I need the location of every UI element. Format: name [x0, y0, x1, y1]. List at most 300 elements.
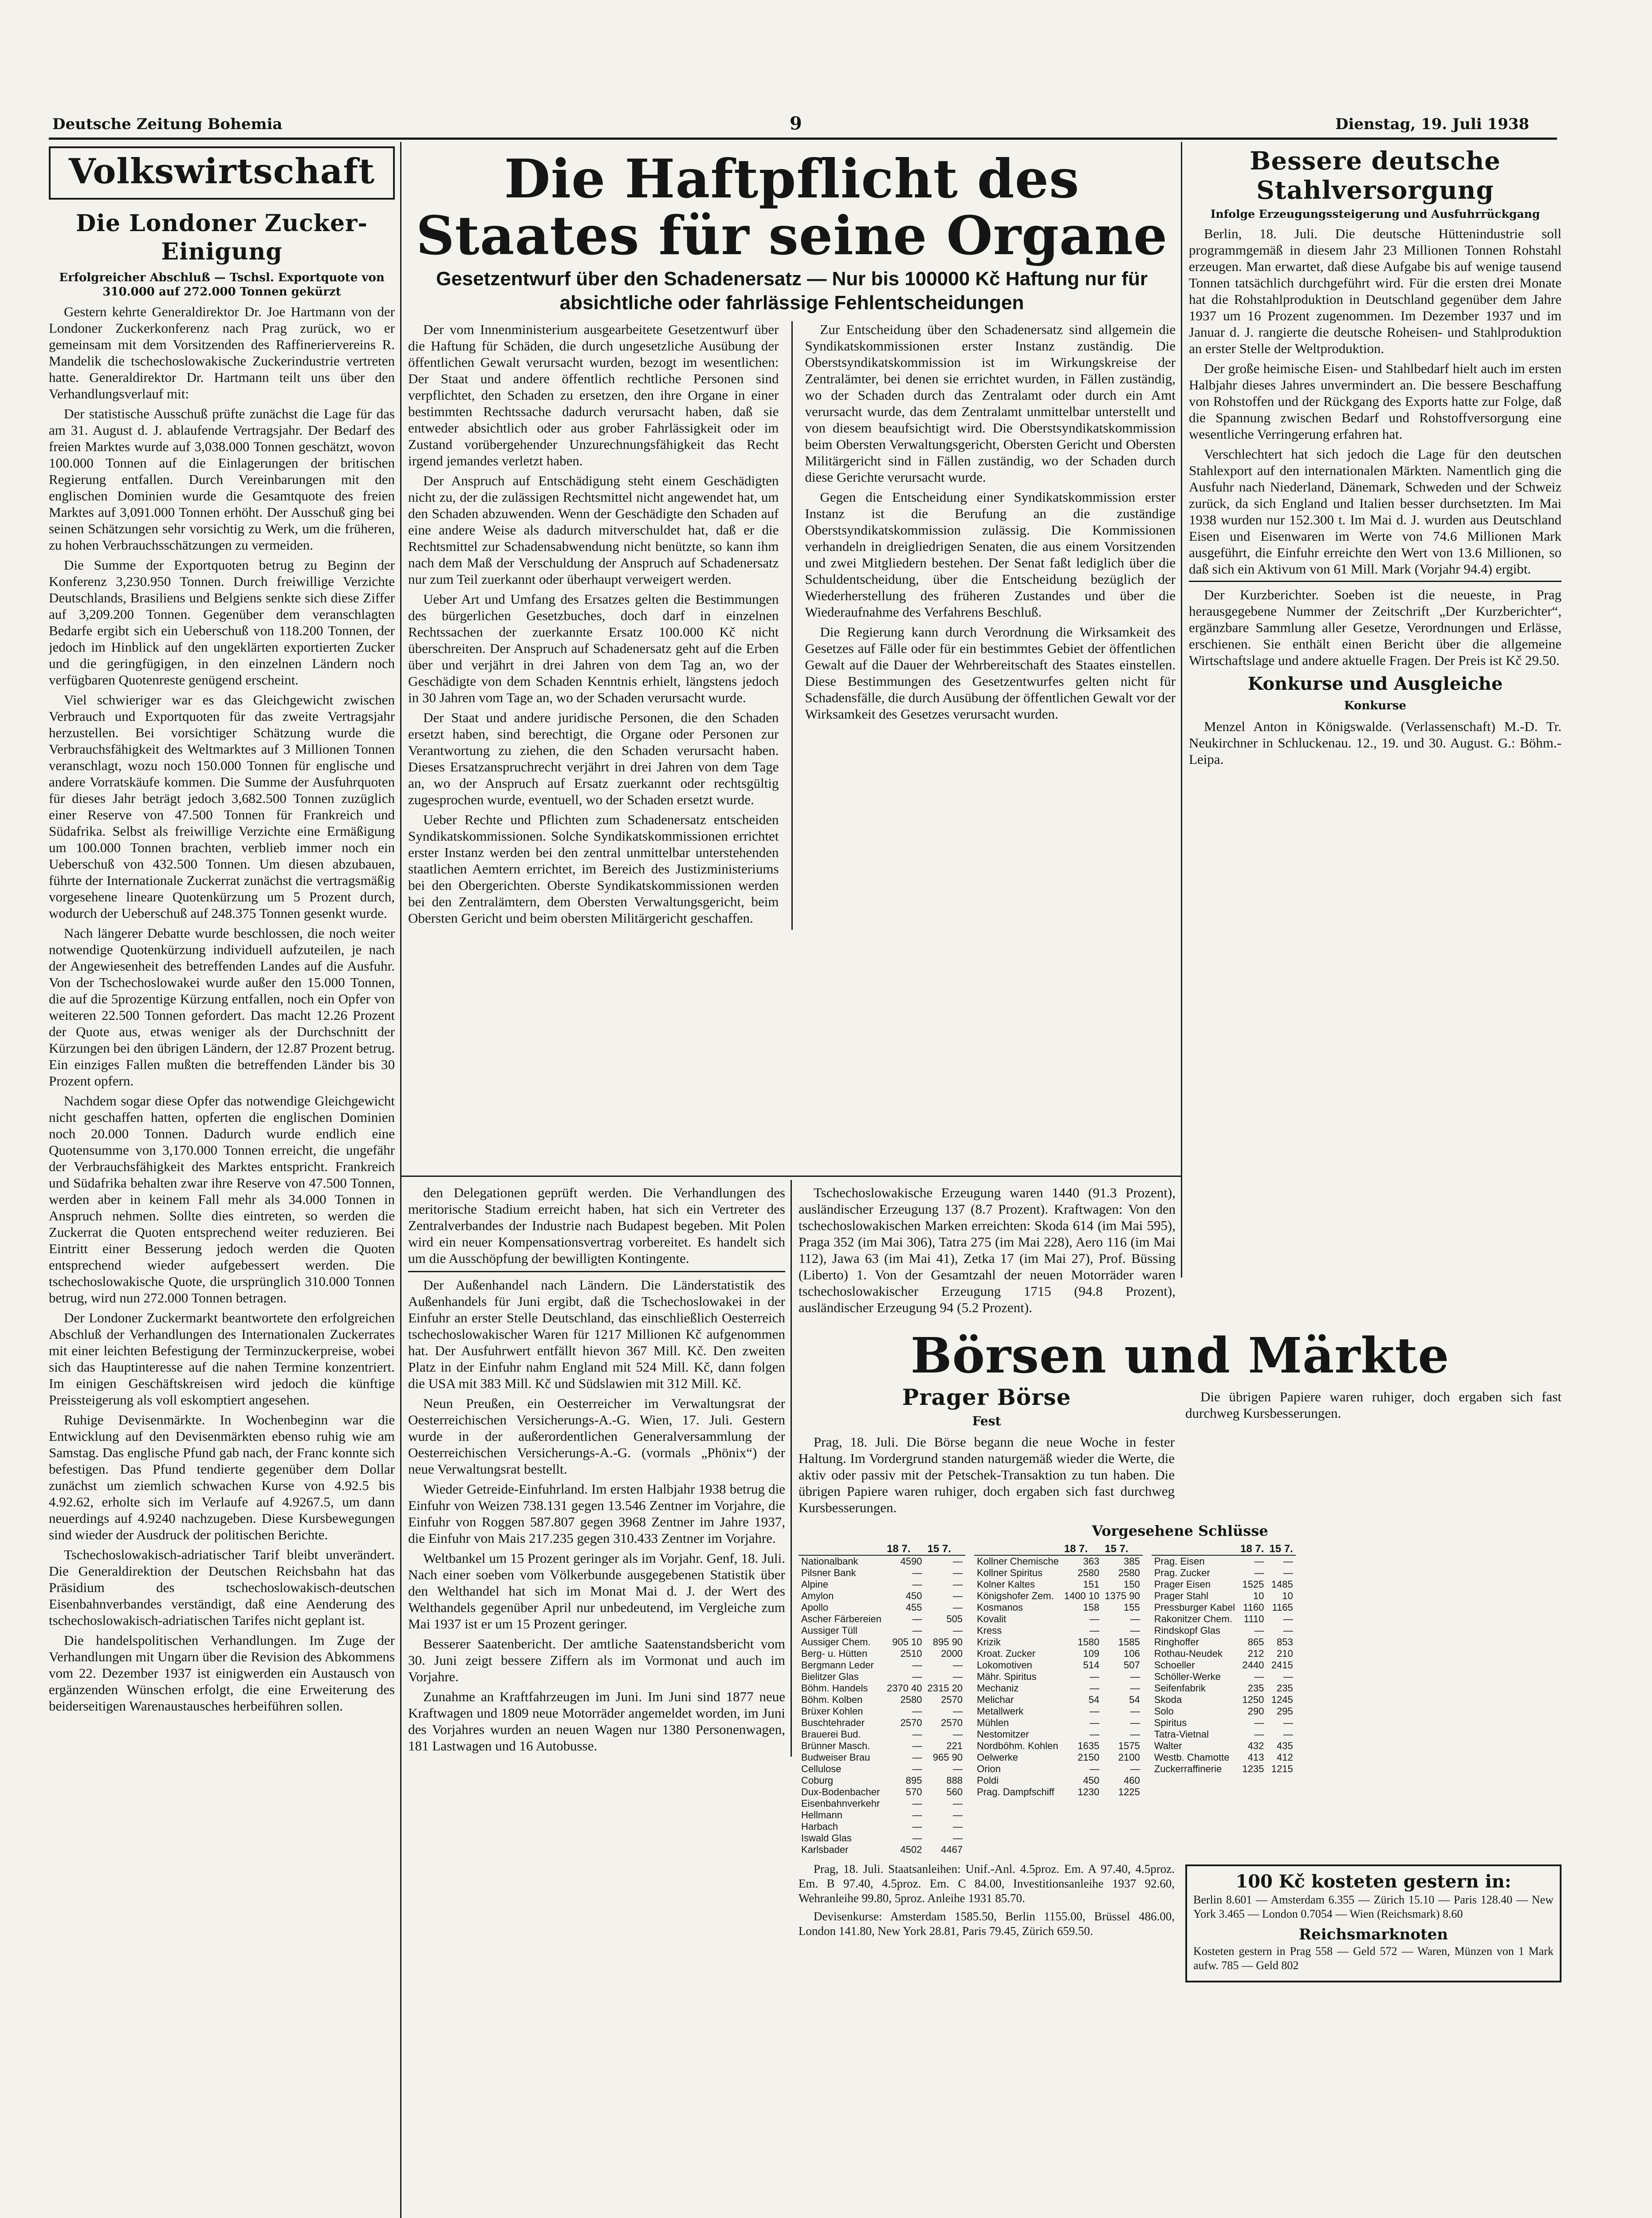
table-row — [974, 1717, 1143, 1729]
volkswirtschaft-column — [49, 146, 395, 2218]
kc-box-text: Berlin 8.601 — Amsterdam 6.355 — Zürich 15.10 — Paris 128.40 — New York 3.465 — London 0.7054 — Wien (Reichsmark) 8.60 — [1193, 1893, 1554, 1920]
table-row — [798, 1555, 965, 1567]
quote-value: — — [953, 1809, 963, 1821]
divider — [408, 1271, 785, 1272]
quote-value: — — [953, 1567, 963, 1578]
table-row — [1152, 1648, 1296, 1660]
paragraph: Nachdem sogar diese Opfer das notwendige Gleichgewicht nicht geschaffen hatten, opferten die englischen Dominien noch 20.000 Tonnen. Dadurch wurde endlich eine Quotensumme von 3,170.000 Tonnen erreicht, die ungefähr der Verbrauchsfähigkeit des Marktes entspricht. Frankreich und Südafrika behalten zwar ihre Reserve von 47.500 Tonnen, werden aber in keinem Fall mehr als 34.000 Tonnen in Anspruch nehmen. Sollte dies eintreten, so werden die Zuckerrat die Quoten entsprechend weiter reduzieren. Bei Eintritt einer Besserung jedoch werden die Quoten entsprechend wieder aufgebessert werden. Die tschechoslowakische Quote, die ursprünglich 310.000 Tonnen betrug, wird nun 272.000 Tonnen betragen. — [49, 1093, 395, 1306]
table-row — [1152, 1602, 1296, 1613]
quote-value: 4467 — [941, 1844, 963, 1855]
quote-value: — — [1090, 1706, 1100, 1717]
security-name: Poldi — [977, 1775, 999, 1786]
quote-value: 1580 — [1078, 1636, 1100, 1648]
security-name: Nationalbank — [801, 1556, 858, 1567]
konkurse-text: Menzel Anton in Königswalde. (Verlassenschaft) M.-D. Tr. Neukirchner in Schluckenau. 12., 19. und 30. August. G.: Böhm.-Leipa. — [1189, 719, 1562, 767]
security-name: Rothau-Neudek — [1154, 1648, 1223, 1659]
quote-value: — — [912, 1706, 922, 1717]
table-row — [1152, 1717, 1296, 1729]
quote-table-a: 18 7. 15 7. Nationalbank 4590 — Pilsner Bank — — Alpine — — Amylon 450 — Apollo 455 — Ascher Färbereien — 505 Aussiger Tüll — — Aussiger Chem. 905 10 895 90 Berg- u. Hütten 2510 2000 Bergmann Leder — — Bielitzer Glas — — Böhm. Handels 2370 40 2315 20 Böhm. Kolben 2580 2570 Brüxer Kohlen — — Buschtehrader 2570 2570 Brauerei Bud. — — Brünner Masch. — 221 Budweiser Brau — 965 90 Cellulose — — Coburg 895 888 Dux-Bodenbacher 570 560 Eisenbahnverkehr — — Hellmann — — Harbach — — Iswald Glas — — Karlsbader 4502 4467 — [798, 1543, 965, 1856]
quote-value: — — [1130, 1729, 1140, 1740]
quote-value: 2570 — [941, 1694, 963, 1705]
paragraph: Berlin, 18. Juli. Die deutsche Hüttenindustrie soll programmgemäß in diesem Jahr 23 Millionen Tonnen Rohstahl erzeugen. Man erwartet, daß diese Aufgabe bis auf wenige tausend Tonnen tatsächlich durchgeführt wird. Für die ersten drei Monate hat die Rohstahlproduktion in Deutschland gegenüber dem Jahre 1937 um 16 Prozent zugenommen. Im Dezember 1937 und im Januar d. J. rangierte die deutsche Roheisen- und Stahlproduktion an erster Stelle der Weltproduktion. — [1189, 226, 1562, 356]
quote-value: 210 — [1277, 1648, 1293, 1659]
security-name: Böhm. Handels — [801, 1683, 868, 1694]
security-name: Berg- u. Hütten — [801, 1648, 868, 1659]
security-name: Aussiger Chem. — [801, 1636, 871, 1648]
security-name: Solo — [1154, 1706, 1174, 1717]
article-subtitle-stahl: Infolge Erzeugungssteigerung und Ausfuhrrückgang — [1210, 208, 1540, 220]
quote-value: 10 — [1282, 1590, 1293, 1601]
security-name: Pressburger Kabel — [1154, 1602, 1235, 1613]
quote-value: 290 — [1247, 1706, 1264, 1717]
security-name: Mühlen — [977, 1717, 1009, 1728]
security-name: Kroat. Zucker — [977, 1648, 1036, 1659]
security-name: Seifenfabrik — [1154, 1683, 1206, 1694]
security-name: Pilsner Bank — [801, 1567, 856, 1578]
quote-value: — — [953, 1833, 963, 1844]
quote-value: — — [912, 1729, 922, 1740]
security-name: Lokomotiven — [977, 1660, 1032, 1671]
quote-value: 895 — [905, 1775, 922, 1786]
security-name: Schöller-Werke — [1154, 1671, 1221, 1682]
reichsmark-text: Kosteten gestern in Prag 558 — Geld 572 — Waren, Münzen von 1 Mark aufw. 785 — Geld 802 — [1193, 1945, 1554, 1972]
quote-value: 1400 10 — [1064, 1590, 1100, 1601]
quote-value: — — [1090, 1625, 1100, 1636]
table-row — [798, 1717, 965, 1729]
security-name: Skoda — [1154, 1694, 1182, 1705]
quote-value: 1635 — [1078, 1740, 1100, 1751]
lower-middle-column — [408, 1184, 785, 2218]
quote-value: 905 10 — [892, 1636, 922, 1648]
quote-value: 385 — [1124, 1556, 1140, 1567]
quote-value: 2440 — [1242, 1660, 1264, 1671]
paragraph: Ueber Rechte und Pflichten zum Schadenersatz entscheiden Syndikatskommissionen. Solche Syndikatskommissionen errichtet erster Instanz werden bei den zentral unmittelbar unterstehenden staatlichen Aemtern errichtet, im Bereich des Justizministeriums bei den Obergerichten. Oberste Syndikatskommissionen werden bei den Zentralämtern, dem Obersten Verwaltungsgericht, beim Obersten Gericht und beim obersten Militärgericht geschaffen. — [408, 812, 779, 926]
table-row — [798, 1809, 965, 1821]
quote-value: — — [953, 1706, 963, 1717]
quote-value: 450 — [1083, 1775, 1100, 1786]
table-row — [798, 1752, 965, 1763]
staatsanleihen-text: Prag, 18. Juli. Staatsanleihen: Unif.-Anl. 4.5proz. Em. A 97.40, 4.5proz. Em. B 97.40, 4.5proz. Em. C 84.00, Investitionsanleihe 1937 92.60, Wehranleihe 99.80, 5proz. Anleihe 1931 85.70. — [798, 1862, 1175, 1905]
stahl-column — [1189, 146, 1562, 1273]
market-mood: Fest — [972, 1414, 1001, 1428]
quote-tables — [798, 1543, 1562, 1856]
security-name: Bergmann Leder — [801, 1660, 874, 1671]
table-row — [798, 1694, 965, 1706]
page-number: 9 — [790, 113, 802, 134]
quote-value: — — [1130, 1683, 1140, 1694]
quote-value: 570 — [905, 1786, 922, 1797]
security-name: Nordböhm. Kohlen — [977, 1740, 1058, 1751]
table-row — [798, 1590, 965, 1602]
quote-value: — — [953, 1602, 963, 1613]
quote-value: — — [1283, 1613, 1293, 1624]
quote-value: 2000 — [941, 1648, 963, 1659]
quote-value: — — [912, 1671, 922, 1682]
konkurse-subtitle: Konkurse — [1344, 699, 1407, 712]
table-row — [1152, 1763, 1296, 1775]
paragraph: Ueber Art und Umfang des Ersatzes gelten die Bestimmungen des bürgerlichen Gesetzbuches, doch darf in einzelnen Rechtssachen der zuerkannte Ersatz 100.000 Kč nicht überschreiten. Der Anspruch auf Schadenersatz geht auf die Erben über und verjährt in drei Jahren von dem Tag an, wo der Geschädigte von dem Schaden Kenntnis erhielt, längstens jedoch in 30 Jahren vom Tage an, wo der Schaden verursacht wurde. — [408, 591, 779, 705]
section-title: Volkswirtschaft — [68, 151, 375, 192]
quote-value: 460 — [1124, 1775, 1140, 1786]
security-name: Ascher Färbereien — [801, 1613, 881, 1624]
security-name: Krizik — [977, 1636, 1001, 1648]
quote-value: — — [1130, 1613, 1140, 1624]
paragraph: Gestern kehrte Generaldirektor Dr. Joe Hartmann von der Londoner Zuckerkonferenz nach Prag zurück, wo er gemeinsam mit dem Vorsitzenden des Raffineriervereins R. Mandelik die tschechoslowakische Zuckerindustrie vertreten hatte. Generaldirektor Dr. Hartmann teilt uns über den Verhandlungsverlauf mit: — [49, 304, 395, 401]
paragraph: Wieder Getreide-Einfuhrland. Im ersten Halbjahr 1938 betrug die Einfuhr von Weizen 738.131 gegen 13.546 Zentner im Vorjahre, die Einfuhr von Roggen 587.807 gegen 3968 Zentner im Jahre 1937, die Einfuhr von Mais 217.235 gegen 310.433 Zentner im Vorjahre. — [408, 1481, 785, 1546]
quote-value: — — [1283, 1671, 1293, 1682]
article-column-divider — [791, 321, 793, 930]
quote-value: 4502 — [900, 1844, 922, 1855]
table-row — [798, 1844, 965, 1856]
security-name: Schoeller — [1154, 1660, 1195, 1671]
paragraph: Zur Entscheidung über den Schadenersatz sind allgemein die Syndikatskommissionen erster Instanz zuständig. Die Oberstsyndikatskommission ist im Wirkungskreise der Zentralämter, bei denen sie errichtet wurden, in Fällen zuständig, wo der Schaden durch das Zentralamt oder durch ein Amt verursacht wurde, das dem Zentralamt unmittelbar unterstellt und von diesem beaufsichtigt wird. Die Oberstsyndikatskommission beim Obersten Verwaltungsgericht, Obersten Gericht und Obersten Militärgericht sind in Fällen zuständig, wo der Schaden durch diese Gerichte verursacht wurde. — [805, 322, 1176, 485]
security-name: Budweiser Brau — [801, 1752, 870, 1763]
security-name: Mechaniz — [977, 1683, 1019, 1694]
quote-value: — — [1254, 1717, 1264, 1728]
security-name: Orion — [977, 1763, 1001, 1774]
table-row — [974, 1775, 1143, 1786]
boersen-bottom — [798, 1862, 1562, 1982]
paragraph: Weltbankel um 15 Prozent geringer als im Vorjahr. Genf, 18. Juli. Nach einer soeben vom Völkerbunde ausgegebenen Statistik über den Welthandel hat sich im Monat Mai d. J. der Wert des Welthandels gegenüber April nur unbedeutend, im Vergleiche zum Mai 1937 ist er um 15 Prozent geringer. — [408, 1550, 785, 1632]
quote-value: 295 — [1277, 1706, 1293, 1717]
table-row — [798, 1821, 965, 1833]
divider — [1189, 581, 1562, 582]
article-column-left — [408, 321, 779, 930]
paragraph: Viel schwieriger war es das Gleichgewicht zwischen Verbrauch und Exportquoten für das zweite Vertragsjahr herzustellen. Bei vorsichtiger Schätzung wurde die Verbrauchsfähigkeit des Weltmarktes auf 3 Millionen Tonnen veranschlagt, wozu noch 150.000 Tonnen für englische und andere Vorratskäufe kommen. Die Summe der Ausfuhrquoten für dieses Jahr beträgt jedoch 3,682.500 Tonnen zuzüglich einer Reserve von 47.500 Tonnen für Frankreich und Südafrika. Selbst als freiwillige Verzichte eine Ermäßigung um 100.000 Tonnen brachten, verblieb immer noch ein Ueberschuß von 432.500 Tonnen. Um diesen abzubauen, führte der Internationale Zuckerrat zunächst die vertragsmäßig vorgesehene lineare Quotenkürzung um 5 Prozent durch, wodurch der Ueberschuß auf 248.375 Tonnen gesenkt wurde. — [49, 692, 395, 921]
quote-value: 455 — [905, 1602, 922, 1613]
security-name: Westb. Chamotte — [1154, 1752, 1230, 1763]
security-name: Kollner Chemische — [977, 1556, 1059, 1567]
quote-table-b: 18 7. 15 7. Kollner Chemische 363 385 Kollner Spiritus 2580 2580 Kolner Kaltes 151 150 Königshofer Zem. 1400 10 1375 90 Kosmanos 158 155 Kovalit — — Kress — — Krizik 1580 1585 Kroat. Zucker 109 106 Lokomotiven 514 507 Mähr. Spiritus — — Mechaniz — — Melichar 54 54 Metallwerk — — Mühlen — — Nestomitzer — — Nordböhm. Kohlen 1635 1575 Oelwerke 2150 2100 Orion — — Poldi 450 460 Prag. Dampfschiff 1230 1225 — [974, 1543, 1143, 1798]
quote-value: 1110 — [1243, 1613, 1264, 1624]
kc-box — [1185, 1864, 1562, 1982]
quote-value: — — [953, 1590, 963, 1601]
quote-value: — — [1283, 1729, 1293, 1740]
quote-value: — — [912, 1740, 922, 1751]
paragraph: Der Staat und andere juridische Personen, die den Schaden ersetzt haben, sind berechtigt, die Organe oder Personen zur Verantwortung zu ziehen, die den Schaden verursacht haben. Dieses Ersatzanspruchrecht verjährt in drei Jahren von dem Tage an, wo der Anspruch auf Ersatz zuerkannt oder rechtsgültig zugesprochen wurde, eventuell, wo der Schaden ersetzt wurde. — [408, 710, 779, 807]
konkurse-title: Konkurse und Ausgleiche — [1247, 673, 1503, 694]
quote-value: — — [912, 1579, 922, 1590]
quote-value: — — [953, 1579, 963, 1590]
table-row — [798, 1567, 965, 1579]
paragraph: Der vom Innenministerium ausgearbeitete Gesetzentwurf über die Haftung für Schäden, die durch ungesetzliche Ausübung der öffentlichen Gewalt verursacht wurden, bezogt im wesentlichen: Der Staat und andere öffentlich rechtliche Personen sind verpflichtet, den Schaden zu ersetzen, den ihre Organe in einer bestimmten Rechtssache dadurch verursacht haben, daß sie entweder absichtlich oder aus grober Fahrlässigkeit oder im Zustand vorübergehender Unzurechnungsfähigkeit das Recht irgend jemandes verletzt haben. — [408, 322, 779, 468]
security-name: Königshofer Zem. — [977, 1590, 1054, 1601]
quote-value: 888 — [946, 1775, 963, 1786]
security-name: Aussiger Tüll — [801, 1625, 857, 1636]
quote-value: — — [1130, 1717, 1140, 1728]
quote-value: 1235 — [1242, 1763, 1264, 1774]
paragraph: Der Londoner Zuckermarkt beantwortete den erfolgreichen Abschluß der Verhandlungen des Internationalen Zuckerrates mit einer leichten Befestigung der Terminzuckerpreise, wobei sich das Hauptinteresse auf die nahen Termine konzentriert. Im einigen Geschäftskreisen wird jedoch die künftige Preissteigerung als voll eskomptiert angesehen. — [49, 1310, 395, 1408]
security-name: Ringhoffer — [1154, 1636, 1199, 1648]
table-row — [798, 1625, 965, 1636]
security-name: Brüxer Kohlen — [801, 1706, 863, 1717]
quote-value: 1160 — [1243, 1602, 1264, 1613]
security-name: Rakonitzer Chem. — [1154, 1613, 1232, 1624]
quote-value: 2510 — [900, 1648, 922, 1659]
security-name: Kollner Spiritus — [977, 1567, 1042, 1578]
table-row — [974, 1694, 1143, 1706]
quote-value: — — [953, 1729, 963, 1740]
security-name: Hellmann — [801, 1809, 842, 1821]
table-row — [974, 1752, 1143, 1763]
quote-value: — — [953, 1671, 963, 1682]
quote-value: — — [1254, 1729, 1264, 1740]
quote-value: — — [912, 1613, 922, 1624]
security-name: Coburg — [801, 1775, 834, 1786]
security-name: Eisenbahnverkehr — [801, 1798, 880, 1809]
quote-value: — — [912, 1833, 922, 1844]
security-name: Metallwerk — [977, 1706, 1024, 1717]
quote-value: 106 — [1124, 1648, 1140, 1659]
security-name: Bielitzer Glas — [801, 1671, 859, 1682]
quote-value: 895 90 — [932, 1636, 963, 1648]
quote-value: 1250 — [1242, 1694, 1264, 1705]
table-row — [1152, 1706, 1296, 1717]
paragraph: Verschlechtert hat sich jedoch die Lage für den deutschen Stahlexport auf den internationalen Märkten. Namentlich ging die Ausfuhr nach Niederland, Dänemark, Schweden und der Schweiz zurück, da sich England und Italien besser durchsetzten. Im Mai 1938 wurden nur 152.300 t. Im Mai d. J. wurden aus Deutschland Eisen und Eisenwaren im Werte von 74.6 Millionen Mark ausgeführt, die Einfuhr erreichte den Wert von 13.6 Millionen, so daß sich ein Aktivum von 61 Mill. Mark (Vorjahr 94.4) ergibt. — [1189, 446, 1562, 577]
quote-value: 2570 — [900, 1717, 922, 1728]
security-name: Prag. Eisen — [1154, 1556, 1205, 1567]
vorgesehene-schluesse-title: Vorgesehene Schlüsse — [1092, 1522, 1268, 1539]
security-name: Kolner Kaltes — [977, 1579, 1035, 1590]
quote-value: — — [1090, 1717, 1100, 1728]
quote-table-c: 18 7. 15 7. Prag. Eisen — — Prag. Zucker — — Prager Eisen 1525 1485 Prager Stahl 10 10 Pressburger Kabel 1160 1165 Rakonitzer Chem. 1110 — Rindskopf Glas — — Ringhoffer 865 853 Rothau-Neudek 212 210 Schoeller 2440 2415 Schöller-Werke — — Seifenfabrik 235 235 Skoda 1250 1245 Solo 290 295 Spiritus — — Tatra-Vietnal — — Walter 432 435 Westb. Chamotte 413 412 Zuckerraffinerie 1235 1215 — [1152, 1543, 1296, 1775]
boersen-intro — [798, 1384, 1562, 1519]
security-name: Mähr. Spiritus — [977, 1671, 1037, 1682]
security-name: Oelwerke — [977, 1752, 1018, 1763]
table-row — [798, 1706, 965, 1717]
quote-value: — — [1254, 1567, 1264, 1578]
quote-value: 235 — [1247, 1683, 1264, 1694]
quote-value: 2100 — [1118, 1752, 1140, 1763]
quote-value: 1525 — [1242, 1579, 1264, 1590]
quote-value: 2415 — [1271, 1660, 1293, 1671]
devisen-text: Devisenkurse: Amsterdam 1585.50, Berlin 1155.00, Brüssel 486.00, London 141.80, New York 28.81, Paris 79.45, Zürich 659.50. — [798, 1910, 1175, 1938]
table-row — [1152, 1579, 1296, 1590]
table-row — [974, 1636, 1143, 1648]
security-name: Brünner Masch. — [801, 1740, 870, 1751]
quote-value: — — [953, 1798, 963, 1809]
security-name: Amylon — [801, 1590, 834, 1601]
table-row — [974, 1613, 1143, 1625]
quote-value: 235 — [1277, 1683, 1293, 1694]
table-row — [798, 1786, 965, 1798]
quote-value: 507 — [1124, 1660, 1140, 1671]
table-row — [974, 1706, 1143, 1717]
quote-value: 109 — [1083, 1648, 1100, 1659]
table-row — [974, 1555, 1143, 1567]
security-name: Melichar — [977, 1694, 1014, 1705]
security-name: Tatra-Vietnal — [1154, 1729, 1209, 1740]
table-row — [1152, 1567, 1296, 1579]
quote-value: — — [1130, 1625, 1140, 1636]
quote-value: 450 — [905, 1590, 922, 1601]
quote-value: — — [953, 1763, 963, 1774]
security-name: Kovalit — [977, 1613, 1007, 1624]
quote-value: — — [912, 1567, 922, 1578]
quote-value: — — [912, 1798, 922, 1809]
quote-value: — — [912, 1752, 922, 1763]
quote-value: 1245 — [1271, 1694, 1293, 1705]
quote-value: — — [1130, 1671, 1140, 1682]
article-subtitle-zucker: Erfolgreicher Abschluß — Tschsl. Exportquote von 310.000 auf 272.000 Tonnen gekürzt — [59, 271, 385, 299]
paragraph: Tschechoslowakisch-adriatischer Tarif bleibt unverändert. Die Generaldirektion der Deutschen Reichsbahn hat das Präsidium des tschechoslowakisch-deutschen Eisenbahnverbandes verständigt, daß eine Aenderung des tschechoslowakisch-adriatischen Tarifes nicht geplant ist. — [49, 1547, 395, 1628]
article-column-right — [805, 321, 1176, 930]
table-row — [798, 1660, 965, 1671]
security-name: Prager Eisen — [1154, 1579, 1211, 1590]
quote-value: 2580 — [1078, 1567, 1100, 1578]
table-row — [1152, 1740, 1296, 1752]
quote-value: 560 — [946, 1786, 963, 1797]
quote-value: — — [1090, 1763, 1100, 1774]
table-row — [798, 1648, 965, 1660]
quote-value: 505 — [946, 1613, 963, 1624]
table-row — [1152, 1613, 1296, 1625]
table-row — [974, 1740, 1143, 1752]
article-title-zucker: Die Londoner Zucker-Einigung — [75, 210, 368, 265]
security-name: Kosmanos — [977, 1602, 1023, 1613]
paragraph: Der Außenhandel nach Ländern. Die Länderstatistik des Außenhandels für Juni ergibt, daß die Tschechoslowakei in der Einfuhr an erster Stelle Deutschland, das einschließlich Oesterreich tschechoslowakischer Waren für 1217 Millionen Kč aufgenommen hat. Der Ausfuhrwert entfällt hievon 367 Mill. Kč. Den zweiten Platz in der Einfuhr nahm England mit 524 Mill. Kč, dann folgen die USA mit 383 Mill. Kč und Südslawien mit 312 Mill. Kč. — [408, 1277, 785, 1391]
quote-value: — — [1283, 1717, 1293, 1728]
quote-value: 158 — [1083, 1602, 1100, 1613]
quote-value: 1375 90 — [1105, 1590, 1140, 1601]
kc-box-title: 100 Kč kosteten gestern in: — [1235, 1871, 1511, 1892]
quote-value: 1215 — [1271, 1763, 1293, 1774]
quote-value: 2580 — [1118, 1567, 1140, 1578]
security-name: Dux-Bodenbacher — [801, 1786, 880, 1797]
table-row — [1152, 1636, 1296, 1648]
table-row — [1152, 1683, 1296, 1694]
quote-value: — — [1254, 1556, 1264, 1567]
security-name: Nestomitzer — [977, 1729, 1029, 1740]
security-name: Prag. Zucker — [1154, 1567, 1210, 1578]
quote-value: 150 — [1124, 1579, 1140, 1590]
table-row — [798, 1729, 965, 1740]
table-row — [974, 1602, 1143, 1613]
quote-value: — — [953, 1556, 963, 1567]
quote-value: — — [1283, 1556, 1293, 1567]
haftpflicht-bottom-rule — [401, 1176, 1182, 1177]
quote-value: — — [1283, 1625, 1293, 1636]
quote-value: 1230 — [1078, 1786, 1100, 1797]
paragraph: Der Anspruch auf Entschädigung steht einem Geschädigten nicht zu, der die zulässigen Rechtsmittel nicht angewendet hat, um den Schaden abzuwenden. Wenn der Geschädigte den Schaden auf eine andere Weise als dadurch mitverschuldet hat, daß er die Rechtsmittel zur Schadensabwendung nicht benützte, so kann ihm nach dem Maß der Verschuldung der Anspruch auf Schadenersatz nur zum Teil zuerkannt oder überhaupt verweigert werden. — [408, 473, 779, 587]
quote-value: — — [1090, 1671, 1100, 1682]
security-name: Rindskopf Glas — [1154, 1625, 1220, 1636]
security-name: Zuckerraffinerie — [1154, 1763, 1222, 1774]
quote-value: — — [953, 1660, 963, 1671]
quote-value: 965 90 — [932, 1752, 963, 1763]
table-row — [1152, 1590, 1296, 1602]
paragraph: Die Regierung kann durch Verordnung die Wirksamkeit des Gesetzes auf Fälle oder für ein bestimmtes Gebiet der öffentlichen Gewalt auf die Dauer der Wehrbereitschaft des Staates einstellen. Diese Bestimmungen des Gesetzentwurfes gelten nicht für Schadensfälle, die durch Ausübung der öffentlichen Gewalt vor der Wirksamkeit des Gesetzes verursacht wurden. — [805, 624, 1176, 722]
security-name: Brauerei Bud. — [801, 1729, 861, 1740]
table-row — [1152, 1694, 1296, 1706]
security-name: Böhm. Kolben — [801, 1694, 863, 1705]
security-name: Prager Stahl — [1154, 1590, 1209, 1601]
quote-value: — — [912, 1625, 922, 1636]
table-row — [798, 1579, 965, 1590]
quote-value: 865 — [1247, 1636, 1264, 1648]
quote-value: 2370 40 — [886, 1683, 922, 1694]
paragraph: Tschechoslowakische Erzeugung waren 1440 (91.3 Prozent), ausländischer Erzeugung 137 (8.7 Prozent). Kraftwagen: Von den tschechoslowakischen Marken erreichten: Skoda 614 (im Mai 595), Praga 352 (im Mai 306), Tatra 275 (im Mai 228), Aero 116 (im Mai 112), Jawa 63 (im Mai 41), Zetka 17 (im Mai 27), Prof. Büssing (Liberto) 1. Von der Gesamtzahl der neuen Motorräder waren tschechoslowakischer Erzeugung 1715 (94.8 Prozent), ausländischer Erzeugung 94 (5.2 Prozent). — [798, 1185, 1176, 1315]
table-row — [974, 1683, 1143, 1694]
security-name: Harbach — [801, 1821, 838, 1832]
quote-value: — — [912, 1660, 922, 1671]
header-rule — [49, 138, 1557, 140]
paragraph: Nach längerer Debatte wurde beschlossen, die noch weiter notwendige Quotenkürzung individuell aufzuteilen, je nach der Angewiesenheit des betreffenden Landes auf die Ausfuhr. Von der Tschechoslowakei wurde außer den 15.000 Tonnen, die auf die 5prozentige Kürzung entfallen, noch ein Opfer von weiteren 22.500 Tonnen gefordert. Das macht 12.26 Prozent der Quote aus, etwas weniger als der Durchschnitt der Kürzungen bei den übrigen Ländern, der 12.87 Prozent betrug. Ein einziges Fallen mußten die betreffenden Länder bis 30 Prozent opfern. — [49, 925, 395, 1089]
quote-value: 435 — [1277, 1740, 1293, 1751]
quote-value: 413 — [1247, 1752, 1264, 1763]
security-name: Cellulose — [801, 1763, 842, 1774]
issue-date: Dienstag, 19. Juli 1938 — [1335, 115, 1530, 133]
quote-value: 2580 — [900, 1694, 922, 1705]
table-row — [1152, 1671, 1296, 1683]
security-name: Buschtehrader — [801, 1717, 865, 1728]
quote-value: — — [912, 1763, 922, 1774]
quote-value: 2150 — [1078, 1752, 1100, 1763]
quote-value: 514 — [1083, 1660, 1100, 1671]
article-columns — [408, 321, 1176, 930]
table-row — [974, 1590, 1143, 1602]
quote-value: 221 — [946, 1740, 963, 1751]
table-row — [1152, 1752, 1296, 1763]
quote-value: 155 — [1124, 1602, 1140, 1613]
table-row — [974, 1729, 1143, 1740]
kc-box-wrap — [1185, 1862, 1562, 1982]
paragraph: Gegen die Entscheidung einer Syndikatskommission erster Instanz ist die Berufung an die zuständige Oberstsyndikatskommission zulässig. Die Kommissionen verhandeln in dreigliedrigen Senaten, die aus einem Vorsitzenden und zwei Mitgliedern bestehen. Der Senat faßt lediglich über die Schuldentscheidung, über die Entscheidung bezüglich der Wiederherstellung des früheren Zustandes und über die Wiederaufnahme des Verfahrens Beschluß. — [805, 489, 1176, 620]
security-name: Iswald Glas — [801, 1833, 852, 1844]
table-row — [974, 1648, 1143, 1660]
paragraph: Neun Preußen, ein Oesterreicher im Verwaltungsrat der Oesterreichischen Versicherungs-A.-G. Wien, 17. Juli. Gestern wurde in der außerordentlichen Generalversammlung der Oesterreichischen Versicherungs-A.-G. (vormals „Phönix“) der neue Verwaltungsrat bestellt. — [408, 1396, 785, 1477]
column-rule-1 — [400, 142, 401, 2218]
table-row — [798, 1613, 965, 1625]
quote-value: 1165 — [1272, 1602, 1293, 1613]
quote-value: 1485 — [1271, 1579, 1293, 1590]
headline: Die Haftpflicht des Staates für seine Organe — [416, 148, 1168, 267]
paragraph: Zunahme an Kraftfahrzeugen im Juni. Im Juni sind 1877 neue Kraftwagen und 1809 neue Motorräder angemeldet worden, im Juni des Vorjahres wurden an neuen Wagen nur 1380 Personenwagen, 181 Lastwagen und 16 Autobusse. — [408, 1689, 785, 1754]
quote-value: — — [912, 1809, 922, 1821]
haftpflicht-article — [408, 146, 1176, 1273]
security-name: Spiritus — [1154, 1717, 1187, 1728]
table-row — [798, 1833, 965, 1844]
table-row — [798, 1775, 965, 1786]
table-row — [798, 1636, 965, 1648]
quote-value: — — [1130, 1706, 1140, 1717]
quote-value: 2315 20 — [927, 1683, 963, 1694]
table-row — [798, 1740, 965, 1752]
paragraph: Der große heimische Eisen- und Stahlbedarf hielt auch im ersten Halbjahr dieses Jahres unvermindert an. Die bessere Beschaffung von Rohstoffen und der Rückgang des Exports hatte zur Folge, daß die Spannung zwischen Bedarf und Rohstoffversorgung eine wesentliche Verringerung erfahren hat. — [1189, 361, 1562, 442]
table-row — [798, 1671, 965, 1683]
table-row — [974, 1786, 1143, 1798]
newspaper-name: Deutsche Zeitung Bohemia — [52, 115, 283, 133]
quote-value: 2570 — [941, 1717, 963, 1728]
boersen-title: Börsen und Märkte — [910, 1327, 1450, 1384]
security-name: Prag. Dampfschiff — [977, 1786, 1054, 1797]
table-row — [1152, 1625, 1296, 1636]
quote-value: 853 — [1277, 1636, 1293, 1648]
table-row — [1152, 1660, 1296, 1671]
paragraph: den Delegationen geprüft werden. Die Verhandlungen des meritorische Stadium erreicht haben, hat sich ein Vertreter des Zentralverbandes der Industrie nach Budapest begeben. Mit Polen wird ein neuer Kompensationsvertrag vorbereitet. Es handelt sich um die Ausschöpfung der bewilligten Kontingente. — [408, 1185, 785, 1266]
quote-value: 1225 — [1118, 1786, 1140, 1797]
quote-value: — — [1130, 1763, 1140, 1774]
quote-value: — — [1090, 1729, 1100, 1740]
quote-value: — — [953, 1625, 963, 1636]
table-row — [974, 1579, 1143, 1590]
paragraph: Besserer Saatenbericht. Der amtliche Saatenstandsbericht vom 30. Juni zeigt bessere Ziffern als im Vormonat und auch im Vorjahre. — [408, 1636, 785, 1684]
quote-value: 412 — [1277, 1752, 1293, 1763]
quote-value: 151 — [1083, 1579, 1100, 1590]
table-row — [974, 1567, 1143, 1579]
paragraph: Die handelspolitischen Verhandlungen. Im Zuge der Verhandlungen mit Ungarn über die Revision des Abkommens vom 22. Dezember 1937 ist einigwerden ein Austausch von ergänzenden Wünschen erfolgt, die eine Erweiterung des beiderseitigen Warenaustausches herbeiführen sollen. — [49, 1632, 395, 1714]
quote-value: 10 — [1253, 1590, 1264, 1601]
